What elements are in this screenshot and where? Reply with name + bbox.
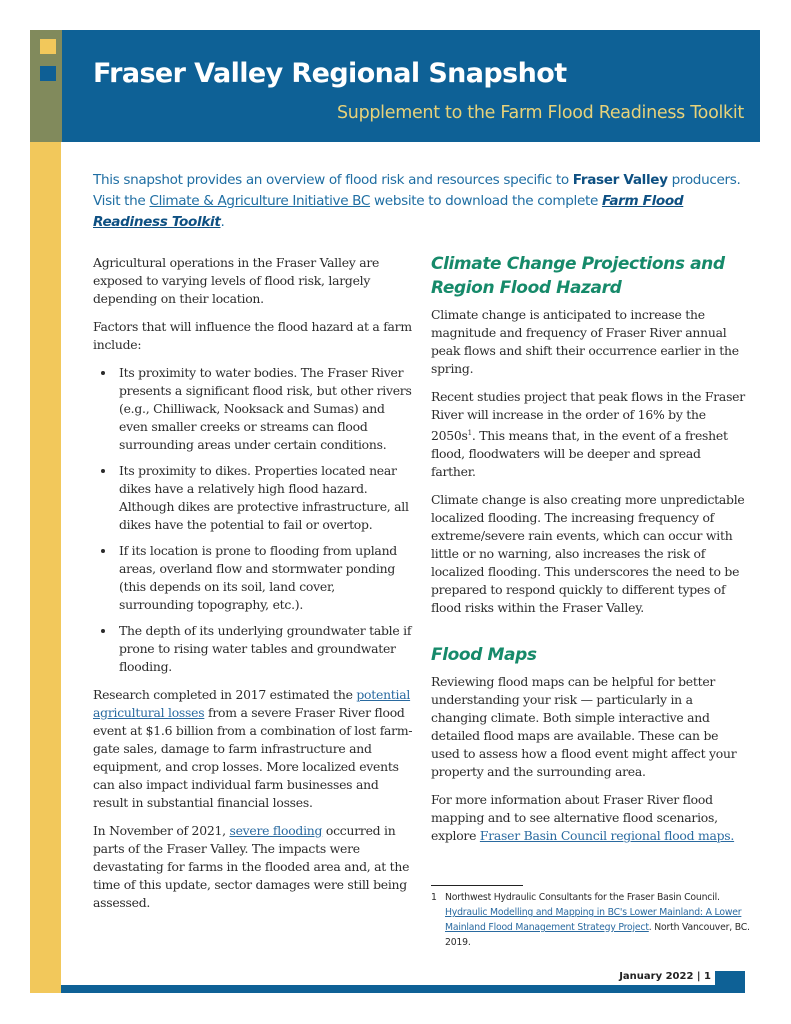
page-title: Fraser Valley Regional Snapshot	[93, 58, 567, 89]
link-hydraulic-modelling-report[interactable]: Hydraulic Modelling and Mapping in BC's Lower Mainland: A Lower Mainland Flood Management Strategy Project	[445, 907, 742, 933]
paragraph: Factors that will influence the flood hazard at a farm include:	[93, 319, 412, 352]
paragraph	[431, 791, 749, 845]
page-footer	[619, 971, 711, 982]
footnote-body	[431, 890, 751, 950]
paragraph-text: . This means that, in the event of a freshet flood, floodwaters will be deeper and spread farther.	[431, 428, 728, 480]
footer-separator: |	[696, 971, 701, 982]
link-severe-flooding[interactable]: severe flooding	[229, 823, 323, 838]
footnote	[431, 885, 751, 950]
intro-region-name: Fraser Valley	[572, 172, 668, 188]
footnote-number: 1	[431, 892, 437, 903]
paragraph-text: In November of 2021,	[93, 823, 230, 838]
page-number: 1	[704, 971, 711, 982]
decorative-bottom-bar	[61, 985, 745, 993]
paragraph-text: Research completed in 2017 estimated the	[93, 687, 357, 702]
intro-paragraph	[93, 170, 753, 233]
intro-text: website to download the complete	[370, 193, 602, 209]
link-farm-flood-readiness-toolkit[interactable]: Farm Flood Readiness Toolkit	[93, 193, 684, 230]
decorative-blue-square	[40, 66, 56, 81]
left-column	[93, 254, 413, 922]
list-item: • The depth of its underlying groundwater table if prone to rising water tables and groundwater flooding.	[116, 622, 413, 676]
section-heading-climate-change: Climate Change Projections and Region Flood Hazard	[431, 254, 725, 298]
paragraph	[431, 388, 749, 481]
intro-text: This snapshot provides an overview of flood risk and resources specific to	[93, 172, 573, 188]
list-item: • Its proximity to water bodies. The Fraser River presents a significant flood risk, but other rivers (e.g., Chilliwack, Nooksack and Sumas) and even smaller creeks or streams can flood surrounding areas under certain conditions.	[116, 364, 413, 454]
flood-factors-list	[93, 364, 413, 676]
paragraph-text: occurred in parts of the Fraser Valley. The impacts were devastating for farms in the flooded area and, at the time of this update, sector damages were still being assessed.	[93, 823, 410, 910]
paragraph: Reviewing flood maps can be helpful for better understanding your risk — particularly in a changing climate. Both simple interactive and detailed flood maps are available. These can be used to assess how a flood event might affect your property and the surrounding area.	[431, 674, 737, 780]
decorative-yellow-square	[40, 39, 56, 54]
decorative-yellow-strip	[30, 142, 61, 993]
paragraph	[93, 686, 413, 812]
link-potential-agricultural-losses[interactable]: potential agricultural losses	[93, 687, 411, 720]
paragraph-text: Recent studies project that peak flows in the Fraser River will increase in the order of 16% by the 2050s	[431, 389, 745, 444]
paragraph-text: from a severe Fraser River flood event at $1.6 billion from a combination of lost farm-gate sales, damage to farm infrastructure and equipment, and crop losses. More localized events can also impact individual farm businesses and result in substantial financial losses.	[93, 705, 413, 810]
intro-text: .	[220, 214, 225, 230]
footnote-reference[interactable]: 1	[467, 429, 472, 437]
link-fraser-basin-council-flood-maps[interactable]: Fraser Basin Council regional flood maps.	[479, 828, 735, 844]
paragraph: Climate change is also creating more unpredictable localized flooding. The increasing frequency of extreme/severe rain events, which can occur with little or no warning, also increases the risk of localized flooding. This underscores the need to be prepared to respond quickly to different types of flood risks within the Fraser Valley.	[431, 492, 745, 616]
footnote-text	[445, 890, 751, 950]
paragraph: Climate change is anticipated to increase the magnitude and frequency of Fraser River annual peak flows and shift their occurrence earlier in the spring.	[431, 307, 739, 376]
right-column	[431, 252, 749, 855]
footnote-citation: . North Vancouver, BC. 2019.	[445, 922, 750, 948]
paragraph: Agricultural operations in the Fraser Valley are exposed to varying levels of flood risk, largely depending on their location.	[93, 255, 380, 306]
footer-date: January 2022	[619, 971, 694, 982]
footnote-divider	[431, 885, 523, 886]
paragraph-text: For more information about Fraser River flood mapping and to see alternative flood scenarios, explore	[431, 792, 718, 844]
paragraph	[93, 822, 413, 912]
page-header-banner	[62, 30, 760, 142]
link-climate-agriculture-initiative[interactable]: Climate & Agriculture Initiative BC	[149, 193, 371, 209]
list-item: • Its proximity to dikes. Properties located near dikes have a relatively high flood hazard. Although dikes are protective infrastructure, all dikes have the potential to fail or overtop.	[116, 462, 413, 534]
list-item: • If its location is prone to flooding from upland areas, overland flow and stormwater ponding (this depends on its soil, land cover, surrounding topography, etc.).	[116, 542, 413, 614]
section-heading-flood-maps: Flood Maps	[431, 645, 537, 666]
intro-text: producers. Visit the	[93, 172, 741, 209]
page-subtitle: Supplement to the Farm Flood Readiness Toolkit	[336, 103, 744, 123]
decorative-page-block	[715, 971, 745, 993]
footnote-citation: Northwest Hydraulic Consultants for the Fraser Basin Council.	[445, 892, 720, 903]
